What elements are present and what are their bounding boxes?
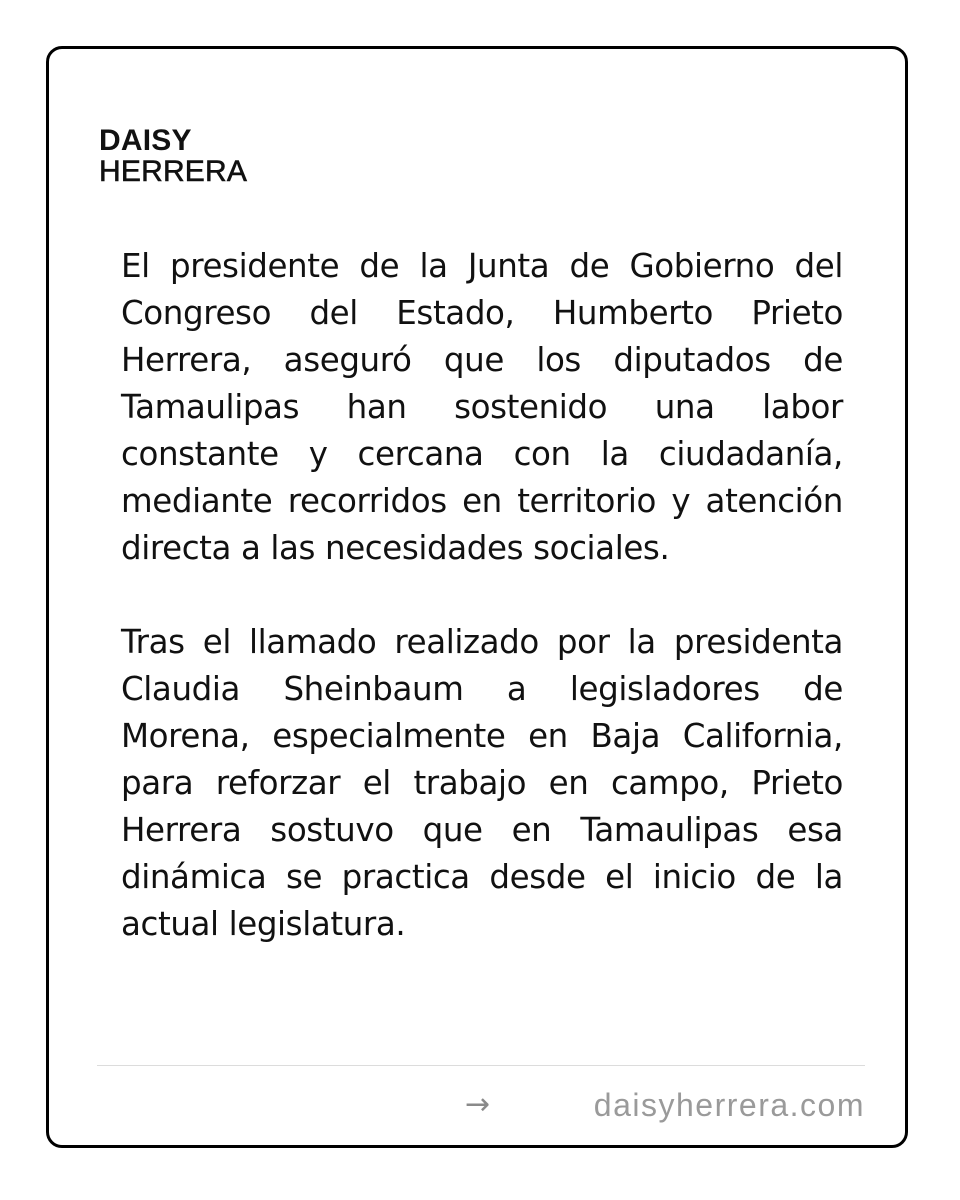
article-body: [121, 243, 843, 995]
footer-divider: [97, 1065, 865, 1066]
post-card: [46, 46, 908, 1148]
footer: [49, 1085, 865, 1125]
brand-first-name: DAISY: [99, 124, 192, 157]
article-paragraph-1: El presidente de la Junta de Gobierno del Congreso del Estado, Humberto Prieto Herrera, aseguró que los diputados de Tamaulipas han sostenido una labor constante y cercana con la ciudadanía, mediante recorridos en territorio y atención directa a las necesidades sociales.: [121, 247, 843, 567]
website-link[interactable]: daisyherrera.com: [593, 1087, 865, 1123]
arrow-right-icon[interactable]: →: [465, 1087, 491, 1122]
brand-logo: [99, 125, 247, 187]
brand-last-name: HERRERA: [99, 155, 248, 188]
article-paragraph-2: Tras el llamado realizado por la presidenta Claudia Sheinbaum a legisladores de Morena, especialmente en Baja California, para reforzar el trabajo en campo, Prieto Herrera sostuvo que en Tamaulipas esa dinámica se practica desde el inicio de la actual legislatura.: [121, 623, 843, 943]
